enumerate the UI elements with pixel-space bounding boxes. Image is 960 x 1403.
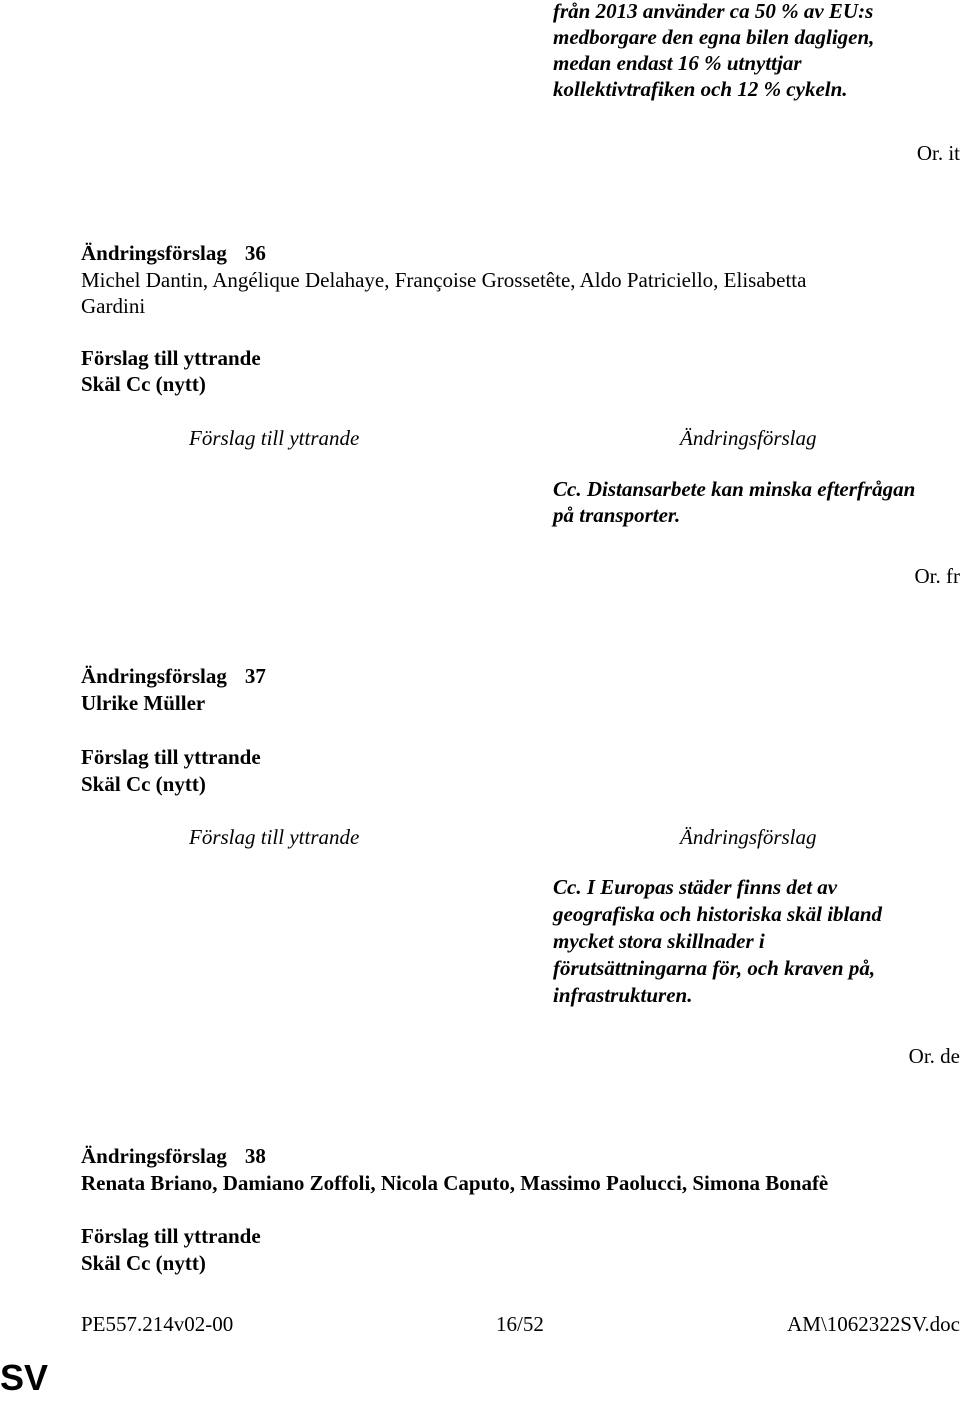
column-header-left: Förslag till yttrande [189,426,360,450]
amendment-label: Ändringsförslag [81,1144,227,1168]
continuation-line: medan endast 16 % utnyttjar [553,51,802,75]
original-language-label: Or. it [916,141,960,165]
continuation-line: kollektivtrafiken och 12 % cykeln. [553,77,848,101]
amendment-heading [81,240,266,266]
document-label: Förslag till yttrande [81,346,261,370]
amendment-label: Ändringsförslag [81,241,227,265]
footer-doc-ref: PE557.214v02-00 [81,1312,234,1336]
amendment-text-line: förutsättningarna för, och kraven på, [553,956,876,980]
amendment-text-line: geografiska och historiska skäl ibland [553,902,883,926]
amendment-text-line: Cc. Distansarbete kan minska efterfrågan [553,477,916,501]
footer-file-name: AM\1062322SV.doc [787,1312,960,1336]
amendment-authors: Gardini [81,294,146,318]
original-language-label: Or. de [908,1044,960,1068]
section-reference: Skäl Cc (nytt) [81,372,206,396]
amendment-text-line: Cc. I Europas städer finns det av [553,875,838,899]
section-reference: Skäl Cc (nytt) [81,1251,206,1275]
language-code: SV [0,1357,49,1398]
column-header-right: Ändringsförslag [680,825,817,849]
continuation-line: från 2013 använder ca 50 % av EU:s [553,0,874,23]
original-language-label: Or. fr [914,564,960,588]
continuation-line: medborgare den egna bilen dagligen, [553,25,875,49]
document-label: Förslag till yttrande [81,1224,261,1248]
amendment-authors: Michel Dantin, Angélique Delahaye, Françoise Grossetête, Aldo Patriciello, Elisabetta [81,268,807,292]
column-header-left: Förslag till yttrande [189,825,360,849]
amendment-number: 38 [244,1144,266,1168]
amendment-text-line: mycket stora skillnader i [553,929,765,953]
amendment-heading [81,663,266,689]
section-reference: Skäl Cc (nytt) [81,772,206,796]
amendment-number: 36 [244,241,266,265]
document-label: Förslag till yttrande [81,745,261,769]
amendment-authors: Ulrike Müller [81,691,206,715]
amendment-number: 37 [244,664,266,688]
column-header-right: Ändringsförslag [680,426,817,450]
amendment-text-line: på transporter. [553,503,681,527]
amendment-heading [81,1143,266,1169]
amendment-label: Ändringsförslag [81,664,227,688]
amendment-text-line: infrastrukturen. [553,983,693,1007]
amendment-authors: Renata Briano, Damiano Zoffoli, Nicola Caputo, Massimo Paolucci, Simona Bonafè [81,1171,829,1195]
footer-page-number: 16/52 [496,1312,544,1336]
